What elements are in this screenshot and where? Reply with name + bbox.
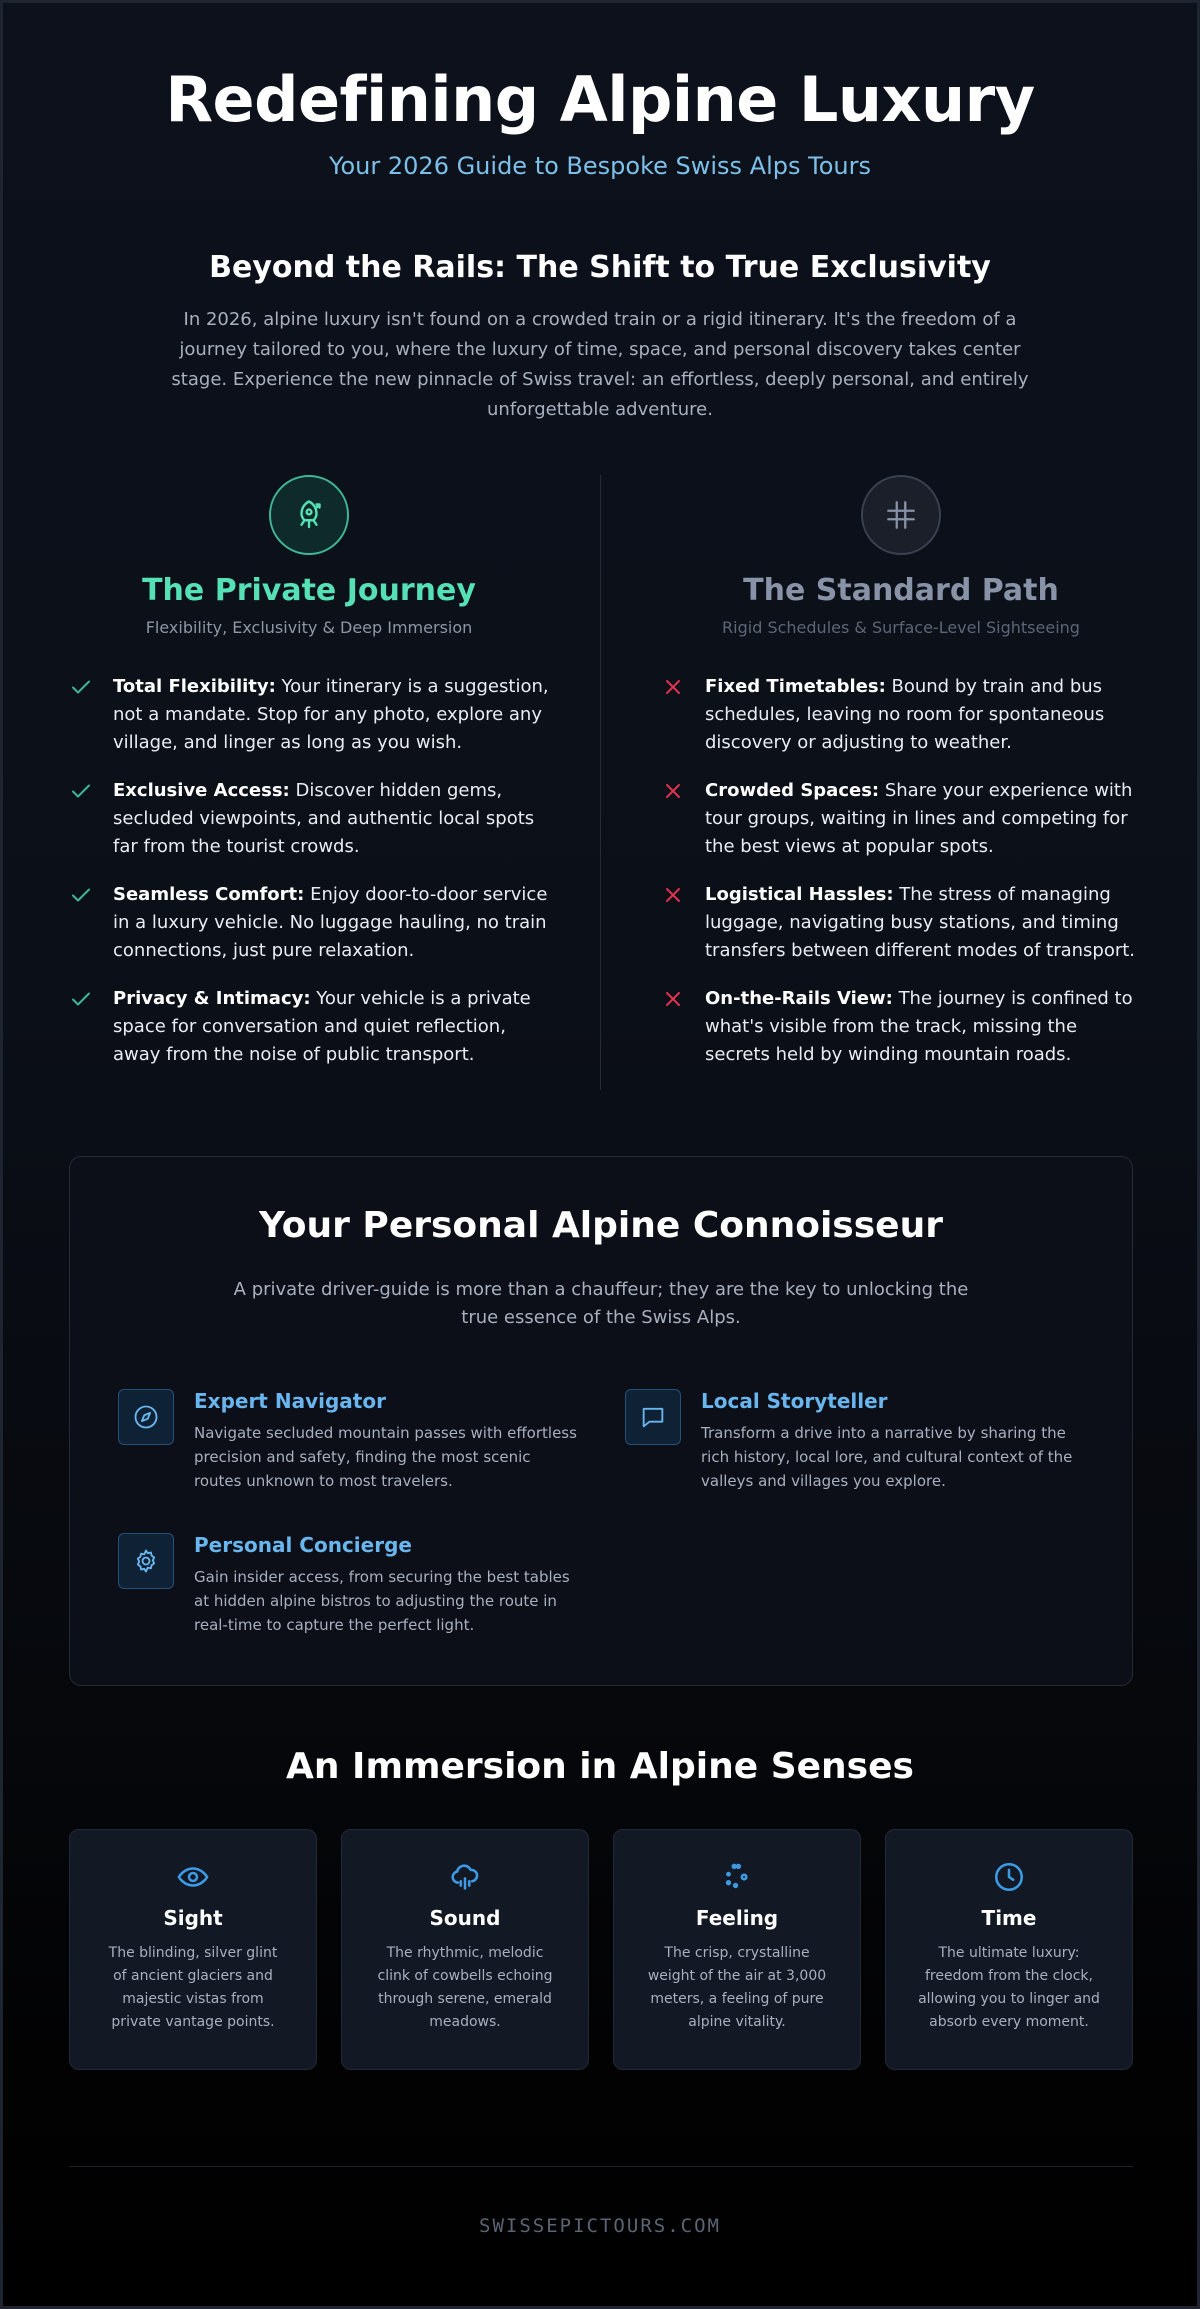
footer-divider <box>69 2166 1133 2167</box>
item-label: Privacy & Intimacy: <box>113 988 311 1009</box>
hash-icon <box>861 475 941 555</box>
feature-title: Personal Concierge <box>194 1533 412 1557</box>
senses-heading: An Immersion in Alpine Senses <box>286 1746 914 1787</box>
list-item <box>661 881 1141 965</box>
feature-title: Local Storyteller <box>701 1389 888 1413</box>
footer-link[interactable]: SWISSEPICTOURS.COM <box>479 2215 721 2237</box>
chat-bubble-icon <box>625 1389 681 1445</box>
feature-title: Expert Navigator <box>194 1389 386 1413</box>
item-text: The journey is confined to what's visible from the track, missing the secrets held by winding mountain roads. <box>705 988 1133 1065</box>
cross-icon <box>661 673 705 757</box>
item-label: Seamless Comfort: <box>113 884 305 905</box>
gear-icon <box>118 1533 174 1589</box>
item-label: Exclusive Access: <box>113 780 290 801</box>
check-icon <box>69 985 113 1069</box>
sense-text: The rhythmic, melodic clink of cowbells echoing through serene, emerald meadows. <box>377 1945 553 2030</box>
item-text: Share your experience with tour groups, waiting in lines and competing for the best views at popular spots. <box>705 780 1133 857</box>
sense-text: The blinding, silver glint of ancient glaciers and majestic vistas from private vantage points. <box>108 1945 278 2030</box>
sense-card-feeling <box>613 1829 861 2070</box>
rocket-icon <box>269 475 349 555</box>
feature-text: Navigate secluded mountain passes with effortless precision and safety, finding the most scenic routes unknown to most travelers. <box>194 1424 577 1490</box>
sense-text: The crisp, crystalline weight of the air at 3,000 meters, a feeling of pure alpine vitality. <box>647 1945 827 2030</box>
cross-icon <box>661 777 705 861</box>
item-text: Your itinerary is a suggestion, not a mandate. Stop for any photo, explore any village, and linger as long as you wish. <box>113 676 549 753</box>
intro-section <box>3 250 1197 425</box>
item-text: Discover hidden gems, secluded viewpoints, and authentic local spots far from the tourist crowds. <box>113 780 535 857</box>
list-item <box>69 985 549 1069</box>
sense-title: Feeling <box>695 1906 779 1930</box>
intro-body: In 2026, alpine luxury isn't found on a crowded train or a rigid itinerary. It's the freedom of a journey tailored to you, where the luxury of time, space, and personal discovery takes center stage. Experience the new pinnacle of Swiss travel: an effortless, deeply personal, and entirely unforgettable adventure. <box>171 309 1029 420</box>
intro-heading: Beyond the Rails: The Shift to True Exclusivity <box>209 250 991 285</box>
comparison-section <box>69 475 1135 1090</box>
item-text: Bound by train and bus schedules, leaving no room for spontaneous discovery or adjusting to weather. <box>705 676 1105 753</box>
cross-icon <box>661 985 705 1069</box>
sense-card-time <box>885 1829 1133 2070</box>
private-journey-column <box>69 475 549 1089</box>
check-icon <box>69 881 113 965</box>
standard-path-title: The Standard Path <box>743 573 1059 608</box>
sense-card-sound <box>341 1829 589 2070</box>
private-journey-tagline: Flexibility, Exclusivity & Deep Immersion <box>145 618 473 637</box>
sense-title: Sound <box>429 1906 501 1930</box>
private-journey-title: The Private Journey <box>142 573 476 608</box>
standard-path-column <box>661 475 1141 1089</box>
item-label: Crowded Spaces: <box>705 780 880 801</box>
list-item <box>69 777 549 861</box>
connoisseur-card <box>69 1156 1133 1686</box>
list-item <box>661 673 1141 757</box>
compass-icon <box>118 1389 174 1445</box>
list-item <box>661 777 1141 861</box>
connoisseur-lead: A private driver-guide is more than a chauffeur; they are the key to unlocking the true essence of the Swiss Alps. <box>233 1279 969 1328</box>
private-journey-list <box>69 673 549 1069</box>
list-item <box>661 985 1141 1069</box>
hero <box>3 3 1197 180</box>
page-subtitle: Your 2026 Guide to Bespoke Swiss Alps Tours <box>329 152 871 180</box>
list-item <box>69 673 549 757</box>
feature-text: Gain insider access, from securing the best tables at hidden alpine bistros to adjusting the route in real-time to capture the perfect light. <box>194 1568 570 1634</box>
check-icon <box>69 777 113 861</box>
item-text: Enjoy door-to-door service in a luxury vehicle. No luggage hauling, no train connections, just pure relaxation. <box>113 884 548 961</box>
sense-title: Time <box>981 1906 1037 1930</box>
feature-expert-navigator <box>118 1389 578 1493</box>
wind-icon <box>614 1860 860 1892</box>
feature-personal-concierge <box>118 1533 578 1637</box>
standard-path-list <box>661 673 1141 1069</box>
item-text: The stress of managing luggage, navigating busy stations, and timing transfers between different modes of transport. <box>705 884 1136 961</box>
standard-path-tagline: Rigid Schedules & Surface-Level Sightseeing <box>722 618 1080 637</box>
list-item <box>69 881 549 965</box>
comparison-divider <box>600 475 601 1090</box>
item-text: Your vehicle is a private space for conversation and quiet reflection, away from the noise of public transport. <box>113 988 531 1065</box>
connoisseur-heading: Your Personal Alpine Connoisseur <box>259 1205 943 1246</box>
clock-icon <box>886 1860 1132 1892</box>
item-label: On-the-Rails View: <box>705 988 893 1009</box>
sense-card-sight <box>69 1829 317 2070</box>
item-label: Logistical Hassles: <box>705 884 894 905</box>
cloud-sound-icon <box>342 1860 588 1892</box>
feature-local-storyteller <box>625 1389 1085 1493</box>
cross-icon <box>661 881 705 965</box>
check-icon <box>69 673 113 757</box>
eye-icon <box>70 1860 316 1892</box>
item-label: Total Flexibility: <box>113 676 276 697</box>
feature-text: Transform a drive into a narrative by sharing the rich history, local lore, and cultural context of the valleys and villages you explore. <box>701 1424 1073 1490</box>
item-label: Fixed Timetables: <box>705 676 886 697</box>
sense-title: Sight <box>163 1906 223 1930</box>
page-title: Redefining Alpine Luxury <box>165 63 1035 136</box>
sense-text: The ultimate luxury: freedom from the clock, allowing you to linger and absorb every moment. <box>918 1945 1100 2030</box>
